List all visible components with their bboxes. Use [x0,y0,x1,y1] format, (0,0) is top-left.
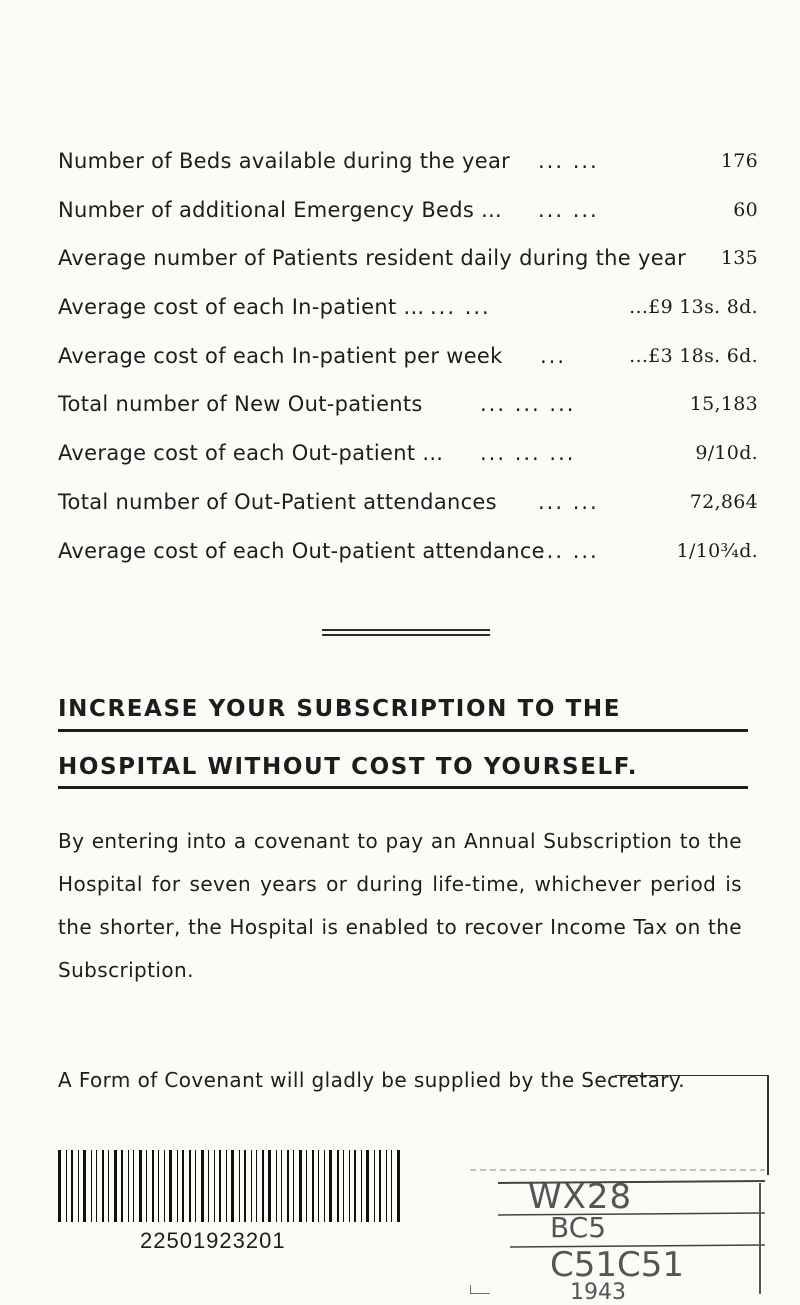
barcode-bar [231,1150,234,1222]
statistics-table [58,150,758,588]
barcode-bar [226,1150,227,1222]
barcode-bar [374,1150,375,1222]
stat-label: Total number of New Out-patients [58,392,423,417]
barcode-bar [337,1150,339,1222]
barcode-bar [262,1150,264,1222]
barcode-bar [397,1150,400,1222]
stat-leader-dots: ... [540,343,567,368]
stat-value: 176 [720,150,758,172]
barcode-bar [244,1150,246,1222]
barcode-bar [83,1150,86,1222]
barcode-bar [324,1150,325,1222]
barcode-bar [58,1150,61,1222]
covenant-paragraph: By entering into a covenant to pay an Annual Subscription to the Hospital for seven years or during life-time, whichever period is the shorter, the Hospital is enabled to recover Income Tax on the Subscription. [58,829,742,982]
barcode-bar [195,1150,196,1222]
stat-value: 60 [733,198,758,221]
barcode-bar [201,1150,204,1222]
barcode-bar [312,1150,314,1222]
barcode-bar [349,1150,350,1222]
barcode-bar [96,1150,97,1222]
covenant-note: A Form of Covenant will gladly be supplied by the Secretary. [58,1068,686,1092]
stat-leader-dots: ... ... [538,149,599,173]
stat-row-inpatient-cost [58,296,758,345]
stat-label: Number of Beds available during the year [58,149,511,173]
heading-rule [58,786,748,789]
barcode-number: 22501923201 [140,1228,286,1253]
barcode-bar [219,1150,221,1222]
stat-row-outpatient-attendances [58,491,758,540]
stat-row-outpatient-cost [58,442,758,491]
stat-leader-dots: ... ... [538,489,599,514]
barcode-bar [287,1150,289,1222]
barcode-bar [276,1150,277,1222]
stat-row-patients-resident [58,247,758,296]
stat-label: Average cost of each In-patient ... [58,295,425,320]
barcode-bar [391,1150,392,1222]
stat-value: 9/10d. [695,442,758,465]
barcode-bar [152,1150,154,1222]
barcode-bar [386,1150,387,1222]
barcode-bar [102,1150,104,1222]
barcode-bar [164,1150,165,1222]
section-divider [322,629,490,631]
stat-value: ...£3 18s. 6d. [629,344,758,367]
barcode-bar [108,1150,109,1222]
barcode-bar [169,1150,172,1222]
barcode-bar [177,1150,178,1222]
heading-line-1: INCREASE YOUR SUBSCRIPTION TO THE [58,696,622,722]
stamp-line-2: BC5 [550,1211,607,1244]
barcode-bar [379,1150,381,1222]
section-divider [322,634,490,636]
stat-value: 15,183 [689,393,758,416]
barcode-bar [239,1150,240,1222]
barcode [58,1150,400,1222]
stat-label: Average number of Patients resident daily during the year [58,246,687,271]
stat-row-attendance-cost [58,540,758,589]
stamp-line-1: WX28 [528,1177,633,1217]
barcode-bar [318,1150,319,1222]
stamp-line-3: C51C51 [550,1245,685,1285]
stat-label: Number of additional Emergency Beds ... [58,197,503,222]
stat-row-new-outpatients [58,393,758,442]
stat-leader-dots: ... ... [430,295,491,320]
stat-value: 135 [720,247,758,270]
barcode-bar [66,1150,67,1222]
barcode-bar [189,1150,191,1222]
barcode-bar [366,1150,369,1222]
stat-leader-dots: ... ... [538,197,599,222]
stamp-line-4: 1943 [570,1280,626,1305]
barcode-bar [251,1150,252,1222]
barcode-bar [114,1150,117,1222]
stat-label: Average cost of each Out-patient ... [58,441,444,466]
stat-value: 72,864 [689,490,758,513]
barcode-bar [299,1150,302,1222]
barcode-bar [208,1150,209,1222]
barcode-bar [158,1150,159,1222]
barcode-bar [78,1150,79,1222]
stat-label: Average cost of each Out-patient attendance [58,538,545,563]
barcode-bar [214,1150,215,1222]
barcode-bar [128,1150,129,1222]
library-stamp [470,1075,770,1305]
barcode-bar [71,1150,73,1222]
stat-label: Total number of Out-Patient attendances [58,489,497,514]
stat-value: 1/10¾d. [676,539,758,562]
barcode-bar [268,1150,271,1222]
stat-row-beds [58,150,758,199]
stat-leader-dots: ... ... ... [480,392,576,417]
barcode-bar [293,1150,294,1222]
barcode-bar [182,1150,184,1222]
heading-line-2: HOSPITAL WITHOUT COST TO YOURSELF. [58,754,639,780]
barcode-bar [91,1150,92,1222]
barcode-bar [354,1150,356,1222]
barcode-bar [256,1150,257,1222]
barcode-bar [329,1150,332,1222]
stat-leader-dots: ... ... ... [480,441,576,466]
barcode-bar [361,1150,362,1222]
stat-label: Average cost of each In-patient per week [58,343,503,368]
stat-row-inpatient-weekly-cost [58,345,758,394]
barcode-bar [306,1150,307,1222]
barcode-bar [281,1150,282,1222]
barcode-bar [133,1150,134,1222]
barcode-bar [343,1150,344,1222]
stat-leader-dots: ... ... [538,538,599,563]
barcode-bar [146,1150,147,1222]
stat-value: ...£9 13s. 8d. [629,296,758,319]
heading-rule [58,729,748,732]
barcode-bar [139,1150,142,1222]
barcode-bar [121,1150,123,1222]
stat-row-emergency-beds [58,199,758,248]
